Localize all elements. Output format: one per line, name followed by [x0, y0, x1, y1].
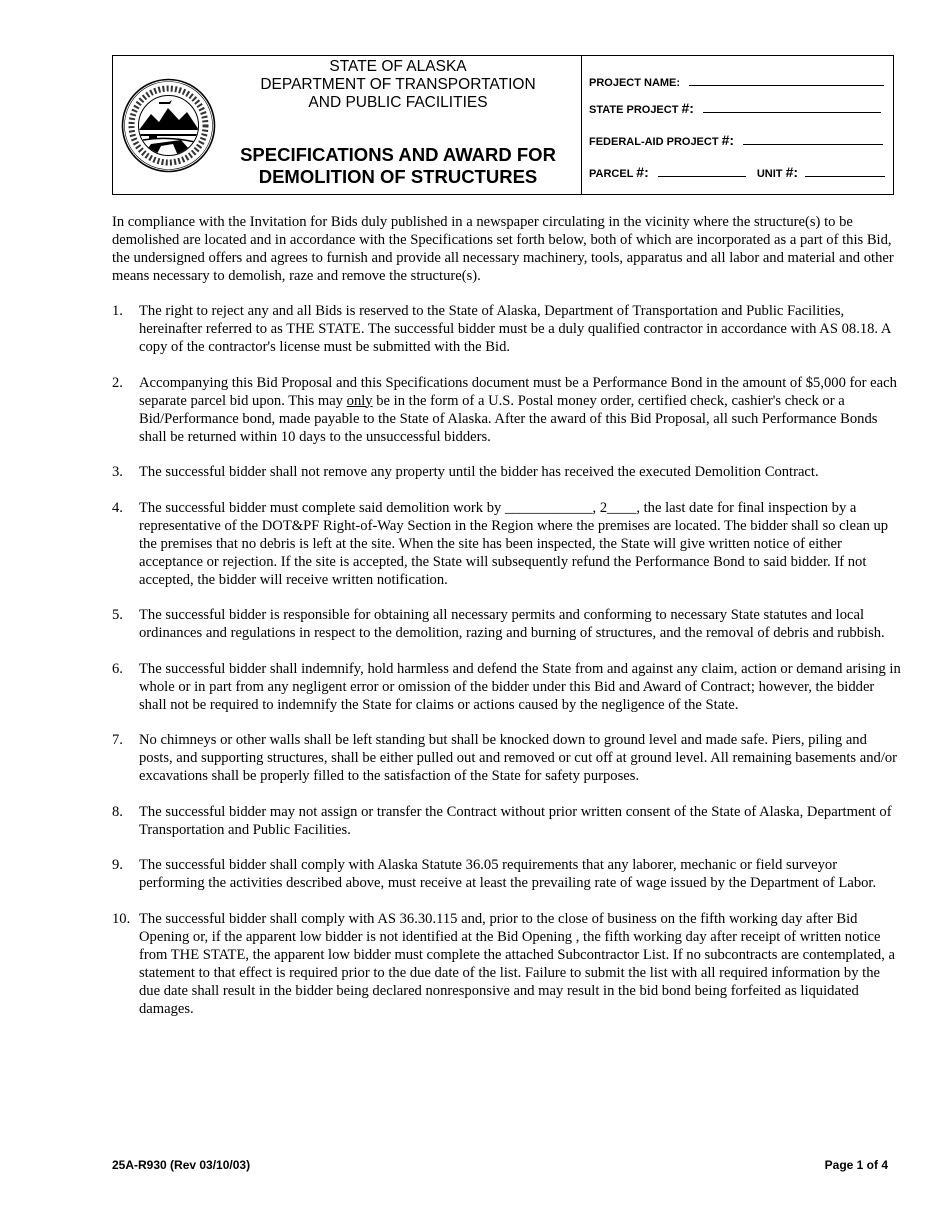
project-name-field[interactable] — [689, 73, 884, 86]
item-number: 2. — [112, 374, 123, 391]
form-id: 25A-R930 (Rev 03/10/03) — [112, 1158, 251, 1172]
unit-hash: #: — [785, 164, 799, 180]
item-text-underlined: only — [346, 392, 373, 409]
list-item — [112, 856, 902, 892]
federal-aid-row — [589, 132, 883, 148]
agency-name — [228, 58, 568, 112]
document-title — [223, 144, 573, 188]
item-number: 4. — [112, 499, 123, 516]
unit-field[interactable] — [805, 164, 885, 177]
item-text — [139, 374, 902, 446]
item-number: 1. — [112, 303, 123, 319]
parcel-field[interactable] — [658, 164, 746, 177]
item-text-part-1: Accompanying this Bid Proposal and this Specifications document must be a Performance Bond in the amount of $5,000 for each separate parcel bid upon. This may — [139, 374, 897, 409]
list-item — [112, 660, 902, 714]
title-line-2: DEMOLITION OF STRUCTURES — [258, 166, 538, 187]
state-seal-icon — [121, 78, 216, 173]
title-line-1: SPECIFICATIONS AND AWARD FOR — [240, 144, 556, 165]
specification-list — [112, 302, 902, 1035]
agency-line-2: DEPARTMENT OF TRANSPORTATION — [260, 76, 536, 93]
item-number: 8. — [112, 803, 123, 820]
agency-line-1: STATE OF ALASKA — [329, 58, 467, 75]
item-number: 10. — [112, 910, 131, 927]
header-box — [112, 55, 894, 195]
project-fields — [589, 56, 889, 194]
list-item — [112, 463, 902, 481]
list-item — [112, 374, 902, 446]
item-text-part-2: be in the form of a U.S. Postal money order, certified check, cashier's check or a Bid/Performance bond, made payable to the State of Alaska. After the award of this Bid Proposal, all such Performance Bonds shall be returned within 10 days to the unsuccessful bidders. — [139, 392, 878, 445]
parcel-label: PARCEL — [589, 168, 634, 180]
agency-line-3: AND PUBLIC FACILITIES — [308, 94, 488, 111]
item-text: The successful bidder may not assign or transfer the Contract without prior written consent of the State of Alaska, Department of Transportation and Public Facilities. — [139, 803, 892, 838]
item-number: 3. — [112, 464, 123, 480]
federal-aid-label: FEDERAL-AID PROJECT — [589, 136, 719, 148]
list-item — [112, 803, 902, 839]
project-name-label: PROJECT NAME: — [589, 77, 681, 89]
state-project-label: STATE PROJECT — [589, 104, 679, 116]
item-text: The successful bidder must complete said demolition work by ____________, 2____, the last date for final inspection by a representative of the DOT&PF Right-of-Way Section in the Region where the premises are located. The bidder shall so clean up the premises that no debris is left at the site. When the site has been inspected, the State will give written notice of either acceptance or rejection. If the site is accepted, the State will subsequently refund the Performance Bond to said bidder. If not accepted, the bidder will receive written notification. — [139, 499, 889, 588]
state-project-hash: #: — [681, 100, 694, 116]
federal-aid-field[interactable] — [743, 132, 883, 145]
item-number: 5. — [112, 607, 123, 623]
item-text: The right to reject any and all Bids is reserved to the State of Alaska, Department of Transportation and Public Facilities, hereinafter referred to as THE STATE. The successful bidder must be a duly qualified contractor in accordance with AS 08.18. A copy of the contractor's license must be submitted with the Bid. — [139, 303, 891, 355]
list-item — [112, 731, 902, 785]
item-text: No chimneys or other walls shall be left standing but shall be knocked down to ground level and made safe. Piers, piling and posts, and supporting structures, shall be either pulled out and removed or cut off at ground level. All remaining basements and/or excavations shall be properly filled to the satisfaction of the State for safety purposes. — [139, 732, 898, 784]
list-item — [112, 910, 902, 1018]
header-divider — [581, 56, 582, 194]
item-number: 9. — [112, 857, 123, 873]
state-project-row — [589, 100, 881, 116]
unit-label: UNIT — [756, 168, 783, 180]
item-text: The successful bidder shall comply with AS 36.30.115 and, prior to the close of business on the fifth working day after Bid Opening or, if the apparent low bidder is not identified at the Bid Opening , the fifth working day after receipt of written notice from THE STATE, the apparent low bidder must complete the attached Subcontractor List. If no subcontracts are contemplated, a statement to that effect is required prior to the due date of the list. Failure to submit the list with all required information by the due date shall result in the bidder being declared nonresponsive and may result in the bid bond being forfeited as liquidated damages. — [139, 910, 895, 1017]
item-text: The successful bidder is responsible for obtaining all necessary permits and conforming to necessary State statutes and local ordinances and regulations in respect to the demolition, razing and burning of structures, and the removal of debris and rubbish. — [139, 607, 885, 641]
intro-paragraph: In compliance with the Invitation for Bids duly published in a newspaper circulating in the vicinity where the structure(s) to be demolished are located and in accordance with the Specifications set forth below, both of which are incorporated as a part of this Bid, the undersigned offers and agrees to furnish and provide all necessary machinery, tools, apparatus and all labor and material and other means necessary to demolish, raze and remove the structure(s). — [112, 214, 894, 284]
parcel-unit-row — [589, 164, 885, 180]
state-project-field[interactable] — [703, 100, 881, 113]
federal-aid-hash: #: — [721, 132, 735, 148]
item-text: The successful bidder shall comply with Alaska Statute 36.05 requirements that any laborer, mechanic or field surveyor performing the activities described above, must receive at least the prevailing rate of wage issued by the Department of Labor. — [139, 857, 877, 891]
item-number: 7. — [112, 732, 123, 748]
project-name-row — [589, 73, 884, 89]
list-item — [112, 499, 902, 589]
parcel-hash: #: — [636, 164, 649, 180]
item-number: 6. — [112, 660, 123, 677]
item-text: The successful bidder shall indemnify, hold harmless and defend the State from and against any claim, action or demand arising in whole or in part from any negligent error or omission of the bidder under this Bid and Award of Contract; however, the bidder shall not be required to indemnify the State for claims or actions caused by the negligence of the State. — [139, 660, 901, 713]
item-text: The successful bidder shall not remove any property until the bidder has received the executed Demolition Contract. — [139, 464, 819, 480]
page-number: Page 1 of 4 — [824, 1158, 888, 1172]
list-item — [112, 302, 902, 356]
list-item — [112, 606, 902, 642]
